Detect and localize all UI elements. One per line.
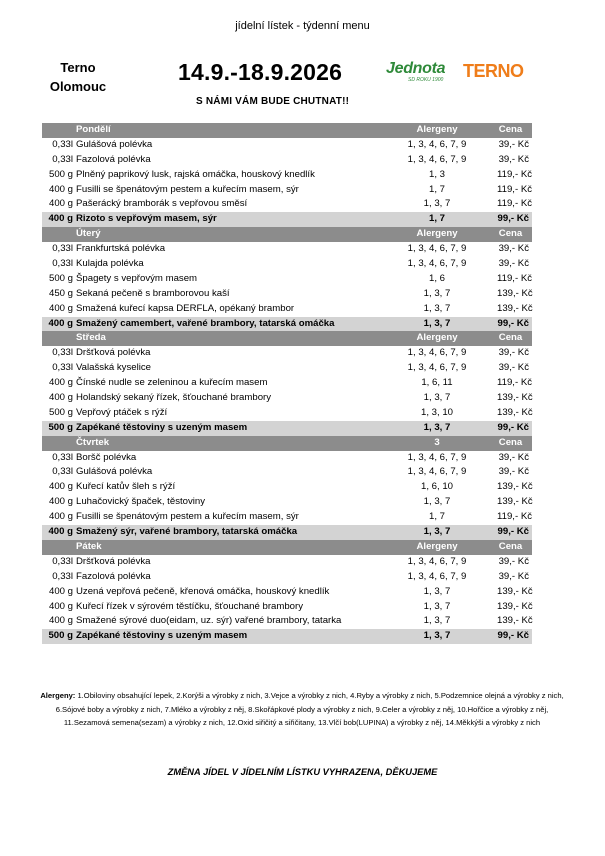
week-dates: 14.9.-18.9.2026 — [178, 59, 343, 85]
allergen-legend — [40, 689, 564, 730]
item-price: 39,- Kč — [498, 555, 529, 567]
item-name: Boršč polévka — [76, 451, 137, 463]
item-name: Plněný paprikový lusk, rajská omáčka, houskový knedlík — [76, 168, 315, 180]
menu-item-row — [42, 465, 532, 480]
item-name: Holandský sekaný řízek, šťouchané brambory — [76, 392, 272, 404]
menu-item-row — [42, 272, 532, 287]
item-price: 99,- Kč — [497, 317, 529, 329]
item-portion: 500 g — [48, 630, 73, 642]
day-header-row — [42, 436, 532, 451]
item-name: Smažený camembert, vařené brambory, tatarská omáčka — [76, 317, 335, 329]
item-portion: 400 g — [48, 317, 73, 329]
item-allergens: 1, 3, 4, 6, 7, 9 — [407, 466, 467, 478]
item-name: Gulášová polévka — [76, 466, 153, 478]
item-price: 139,- Kč — [497, 615, 533, 627]
location-line-2: Olomouc — [49, 79, 107, 94]
day-name: Čtvrtek — [76, 436, 110, 448]
item-portion: 400 g — [48, 481, 73, 493]
item-allergens: 1, 3, 7 — [423, 198, 451, 210]
item-price: 39,- Kč — [498, 243, 529, 255]
item-price: 39,- Kč — [498, 153, 529, 165]
menu-item-row — [42, 242, 532, 257]
item-price: 119,- Kč — [497, 168, 533, 180]
menu-item-row — [42, 451, 532, 466]
item-allergens: 1, 3, 7 — [423, 287, 451, 299]
menu-item-row-featured — [42, 212, 532, 227]
menu-item-row — [42, 197, 532, 212]
footer-note: ZMĚNA JÍDEL V JÍDELNÍM LÍSTKU VYHRAZENA, DĚKUJEME — [167, 767, 438, 777]
item-allergens: 1, 3, 7 — [423, 630, 451, 642]
item-name: Fazolová polévka — [76, 570, 151, 582]
item-price: 39,- Kč — [498, 466, 529, 478]
day-name: Úterý — [76, 228, 101, 240]
item-allergens: 1, 3, 4, 6, 7, 9 — [407, 347, 467, 359]
price-column-header: Cena — [498, 540, 523, 552]
item-name: Uzená vepřová pečeně, křenová omáčka, houskový knedlík — [76, 585, 330, 597]
item-name: Zapékané těstoviny s uzeným masem — [76, 630, 248, 642]
item-portion: 0,33l — [52, 555, 73, 567]
day-header-row — [42, 123, 532, 138]
menu-item-row — [42, 495, 532, 510]
weekly-menu-table — [42, 123, 532, 644]
allergens-column-header: Alergeny — [416, 124, 458, 135]
menu-item-row — [42, 183, 532, 198]
item-allergens: 1, 3, 7 — [423, 392, 451, 404]
menu-item-row — [42, 153, 532, 168]
menu-item-row-featured — [42, 629, 532, 644]
item-allergens: 1, 3, 7 — [423, 615, 451, 627]
item-allergens: 1, 3, 4, 6, 7, 9 — [407, 362, 467, 374]
item-name: Kulajda polévka — [76, 258, 144, 270]
item-price: 99,- Kč — [497, 421, 529, 433]
item-portion: 0,33l — [52, 153, 73, 165]
item-portion: 500 g — [48, 421, 73, 433]
item-name: Fusilli se špenátovým pestem a kuřecím masem, sýr — [76, 183, 299, 195]
item-price: 139,- Kč — [497, 585, 533, 597]
menu-item-row — [42, 287, 532, 302]
menu-item-row — [42, 302, 532, 317]
item-portion: 400 g — [48, 392, 73, 404]
item-portion: 450 g — [48, 287, 73, 299]
item-allergens: 1, 6, 11 — [421, 377, 453, 389]
location-block — [44, 58, 112, 96]
item-name: Sekaná pečeně s bramborovou kaší — [76, 287, 230, 299]
item-price: 139,- Kč — [497, 302, 533, 314]
day-header-row — [42, 540, 532, 555]
day-name: Středa — [76, 332, 106, 344]
item-portion: 400 g — [48, 198, 73, 210]
item-allergens: 1, 6 — [428, 272, 445, 284]
item-portion: 0,33l — [52, 570, 73, 582]
item-allergens: 1, 6, 10 — [420, 481, 453, 493]
item-allergens: 1, 3 — [428, 168, 445, 180]
menu-item-row — [42, 138, 532, 153]
menu-item-row — [42, 600, 532, 615]
item-portion: 400 g — [48, 302, 73, 314]
item-portion: 0,33l — [52, 258, 73, 270]
menu-item-row — [42, 480, 532, 495]
item-portion: 0,33l — [52, 243, 73, 255]
menu-item-row — [42, 376, 532, 391]
item-name: Kuřecí řízek v sýrovém těstíčku, šťouchané brambory — [76, 600, 304, 612]
item-allergens: 1, 7 — [428, 183, 445, 195]
menu-item-row — [42, 585, 532, 600]
price-column-header: Cena — [498, 436, 523, 448]
item-name: Smažená kuřecí kapsa DERFLA, opékaný brambor — [76, 302, 295, 314]
item-allergens: 1, 3, 4, 6, 7, 9 — [407, 258, 467, 270]
allergens-column-header: Alergeny — [416, 228, 458, 240]
item-portion: 400 g — [48, 600, 73, 612]
slogan: S NÁMI VÁM BUDE CHUTNAT!! — [196, 96, 350, 107]
item-allergens: 1, 3, 4, 6, 7, 9 — [407, 138, 467, 150]
item-allergens: 1, 3, 7 — [423, 496, 451, 508]
item-portion: 0,33l — [52, 451, 73, 463]
price-column-header: Cena — [498, 124, 523, 135]
item-portion: 500 g — [48, 168, 73, 180]
item-portion: 400 g — [48, 511, 73, 523]
item-allergens: 1, 3, 7 — [423, 585, 451, 597]
item-name: Kuřecí katův šleh s rýží — [76, 481, 176, 493]
item-name: Frankfurtská polévka — [76, 243, 166, 255]
item-price: 139,- Kč — [497, 287, 533, 299]
item-price: 139,- Kč — [497, 406, 533, 418]
allergen-legend-label: Alergeny: — [40, 691, 76, 700]
item-price: 39,- Kč — [498, 451, 529, 463]
menu-top-title: jídelní lístek - týdenní menu — [235, 20, 370, 32]
day-header-row — [42, 227, 532, 242]
item-name: Čínské nudle se zeleninou a kuřecím masem — [76, 377, 268, 389]
item-name: Vepřový ptáček s rýží — [76, 406, 168, 418]
menu-item-row — [42, 257, 532, 272]
terno-logo: TERNO — [463, 61, 524, 81]
menu-item-row — [42, 346, 532, 361]
item-allergens: 1, 3, 10 — [420, 406, 453, 418]
item-portion: 400 g — [48, 213, 73, 225]
item-allergens: 1, 3, 7 — [423, 302, 451, 314]
allergens-column-header: 3 — [434, 436, 440, 448]
item-allergens: 1, 3, 7 — [423, 317, 451, 329]
item-price: 139,- Kč — [497, 600, 533, 612]
menu-item-row — [42, 361, 532, 376]
menu-item-row-featured — [42, 525, 532, 540]
menu-item-row — [42, 510, 532, 525]
item-price: 119,- Kč — [497, 198, 533, 210]
item-name: Rizoto s vepřovým masem, sýr — [76, 213, 217, 225]
item-name: Gulášová polévka — [76, 138, 153, 150]
item-name: Smažený sýr, vařené brambory, tatarská omáčka — [76, 526, 298, 538]
menu-item-row-featured — [42, 421, 532, 436]
jednota-logo-word: Jednota — [386, 60, 446, 77]
item-allergens: 1, 3, 4, 6, 7, 9 — [407, 153, 467, 165]
menu-item-row — [42, 391, 532, 406]
item-price: 99,- Kč — [497, 526, 529, 538]
item-name: Valašská kyselice — [76, 362, 152, 374]
item-price: 39,- Kč — [498, 362, 529, 374]
item-allergens: 1, 3, 4, 6, 7, 9 — [407, 570, 467, 582]
price-column-header: Cena — [498, 332, 523, 344]
item-price: 139,- Kč — [497, 481, 533, 493]
allergen-legend-text: 1.Obiloviny obsahující lepek, 2.Korýši a výrobky z nich, 3.Vejce a výrobky z nich, 4.Ryby a výrobky z nich, 5.Podzemnice olejná a výrobky z nich, 6.Sójové boby a výrobky z nich, 7.Mléko a výrobky z něj, 8.Skořápkové plody a výrobky z nich, 9.Celer a výrobky z něj, 10.Hořčice a výrobky z něj, 11.Sezamová semena(sezam) a výrobky z nich, 12.Oxid siřičitý a siřičitany, 13.Vlčí bob(LUPINA) a výrobky z něj, 14.Měkkýši a výrobky z nich — [55, 691, 564, 727]
item-portion: 500 g — [48, 406, 73, 418]
item-name: Zapékané těstoviny s uzeným masem — [76, 421, 248, 433]
item-price: 119,- Kč — [497, 377, 533, 389]
jednota-logo — [386, 61, 456, 91]
menu-item-row — [42, 614, 532, 629]
item-name: Luhačovický špaček, těstoviny — [76, 496, 206, 508]
item-name: Fazolová polévka — [76, 153, 151, 165]
item-price: 39,- Kč — [498, 570, 529, 582]
item-portion: 0,33l — [52, 362, 73, 374]
item-portion: 0,33l — [52, 138, 73, 150]
item-portion: 400 g — [48, 526, 73, 538]
item-allergens: 1, 3, 4, 6, 7, 9 — [407, 243, 467, 255]
item-portion: 400 g — [48, 615, 73, 627]
item-name: Dršťková polévka — [76, 347, 151, 359]
item-allergens: 1, 7 — [428, 511, 445, 523]
item-price: 99,- Kč — [497, 213, 529, 225]
day-header-row — [42, 331, 532, 346]
item-portion: 0,33l — [52, 347, 73, 359]
item-portion: 0,33l — [52, 466, 73, 478]
jednota-logo-tagline: SD ROKU 1900 — [408, 77, 444, 83]
allergens-column-header: Alergeny — [416, 540, 458, 552]
item-price: 119,- Kč — [497, 272, 533, 284]
item-allergens: 1, 7 — [428, 213, 445, 225]
menu-item-row — [42, 555, 532, 570]
item-name: Špagety s vepřovým masem — [76, 272, 198, 284]
day-name: Pátek — [76, 540, 102, 552]
item-name: Fusilli se špenátovým pestem a kuřecím masem, sýr — [76, 511, 299, 523]
item-price: 39,- Kč — [498, 258, 529, 270]
item-portion: 400 g — [48, 377, 73, 389]
menu-item-row — [42, 570, 532, 585]
item-name: Smažené sýrové duo(eidam, uz. sýr) vařené brambory, tatarka — [76, 615, 342, 627]
item-price: 119,- Kč — [497, 511, 533, 523]
item-allergens: 1, 3, 4, 6, 7, 9 — [407, 555, 467, 567]
item-allergens: 1, 3, 7 — [423, 526, 451, 538]
item-portion: 400 g — [48, 496, 73, 508]
item-price: 39,- Kč — [498, 138, 529, 150]
item-allergens: 1, 3, 7 — [423, 421, 451, 433]
item-price: 139,- Kč — [497, 496, 533, 508]
price-column-header: Cena — [498, 228, 523, 240]
item-price: 99,- Kč — [497, 630, 529, 642]
item-allergens: 1, 3, 7 — [423, 600, 451, 612]
menu-item-row — [42, 406, 532, 421]
allergens-column-header: Alergeny — [416, 332, 458, 344]
item-price: 139,- Kč — [497, 392, 533, 404]
day-name: Pondělí — [76, 124, 111, 135]
item-name: Pašerácký bramborák s vepřovou směsí — [76, 198, 248, 210]
item-portion: 500 g — [48, 272, 73, 284]
item-price: 39,- Kč — [498, 347, 529, 359]
item-portion: 400 g — [48, 585, 73, 597]
menu-item-row-featured — [42, 317, 532, 332]
item-portion: 400 g — [48, 183, 73, 195]
menu-item-row — [42, 168, 532, 183]
item-allergens: 1, 3, 4, 6, 7, 9 — [407, 451, 467, 463]
item-price: 119,- Kč — [497, 183, 533, 195]
item-name: Dršťková polévka — [76, 555, 151, 567]
location-line-1: Terno — [60, 60, 96, 75]
